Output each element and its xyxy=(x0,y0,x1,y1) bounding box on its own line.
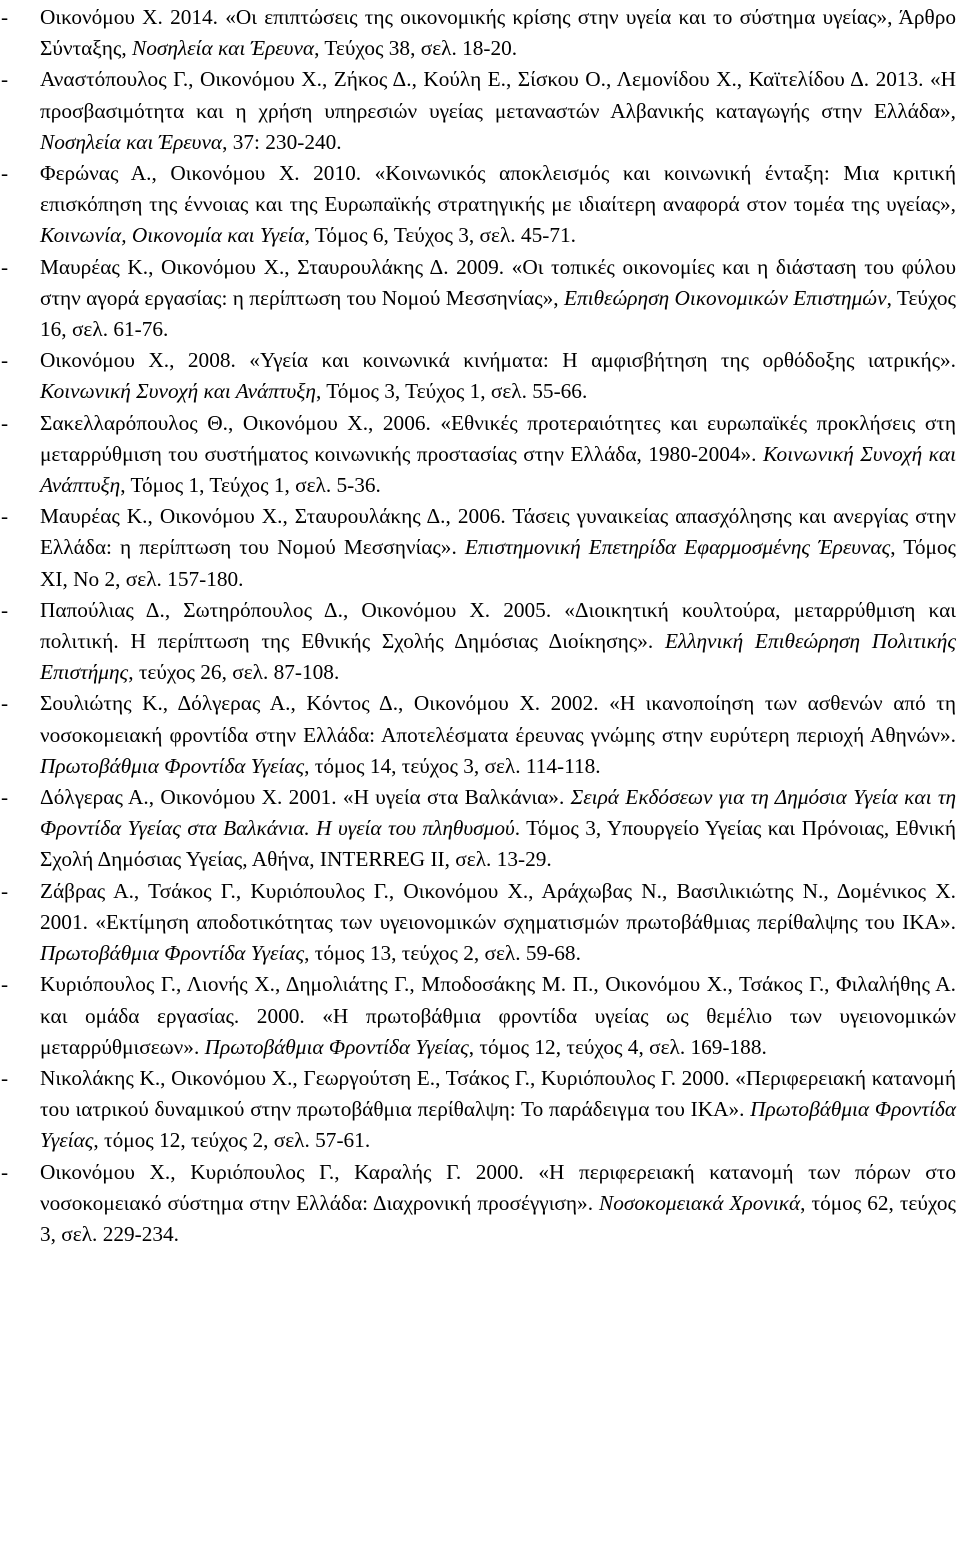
reference-item xyxy=(0,64,956,158)
reference-body: Φερώνας Α., Οικονόμου Χ. 2010. «Κοινωνικός αποκλεισμός και κοινωνική ένταξη: Μια κριτική επισκόπηση της έννοιας και της Ευρωπαϊκής στρατηγικής με ιδιαίτερη αναφορά στον τομέα της υγείας», xyxy=(40,161,956,217)
list-bullet: - xyxy=(1,597,9,622)
reference-body: Οικονόμου Χ. 2014. «Οι επιπτώσεις της οικονομικής κρίσης στην υγεία και το σύστημα υγείας», Άρθρο Σύνταξης, xyxy=(40,5,956,61)
reference-text xyxy=(40,501,956,595)
reference-text xyxy=(40,876,956,970)
reference-item xyxy=(0,1157,956,1251)
reference-item xyxy=(0,501,956,595)
reference-body: Ζάβρας Α., Τσάκος Γ., Κυριόπουλος Γ., Οικονόμου Χ., Αράχωβας Ν., Βασιλικιώτης Ν., Δομένικος Χ. 2001. «Εκτίμηση αποδοτικότητας των υγειονομικών σχηματισμών πρωτοβάθμιας περίθαλψης του ΙΚΑ». xyxy=(40,878,956,934)
reference-body: Μαυρέας Κ., Οικονόμου Χ., Σταυρουλάκης Δ. 2009. «Οι τοπικές οικονομίες και η διάσταση του φύλου στην αγορά εργασίας: η περίπτωση του Νομού Μεσσηνίας», xyxy=(40,254,956,310)
list-bullet: - xyxy=(1,161,9,186)
journal-title: Ελληνική Επιθεώρηση Πολιτικής Επιστήμης xyxy=(40,629,956,685)
list-bullet: - xyxy=(1,1065,9,1090)
reference-body: Παπούλιας Δ., Σωτηρόπουλος Δ., Οικονόμου Χ. 2005. «Διοικητική κουλτούρα, μεταρρύθμιση και πολιτική. Η περίπτωση της Εθνικής Σχολής Δημόσιας Διοίκησης». xyxy=(40,597,956,654)
reference-details: , τεύχος 26, σελ. 87-108. xyxy=(128,660,340,685)
list-bullet: - xyxy=(1,410,9,435)
reference-details: , Τόμος 1, Τεύχος 1, σελ. 5-36. xyxy=(120,473,381,498)
list-bullet: - xyxy=(1,254,9,279)
reference-item xyxy=(0,2,956,64)
reference-text xyxy=(40,252,956,346)
reference-body: Οικονόμου Χ., Κυριόπουλος Γ., Καραλής Γ. 2000. «Η περιφερειακή κατανομή των πόρων στο νοσοκομειακό σύστημα στην Ελλάδα: Διαχρονική προσέγγιση». xyxy=(40,1159,956,1215)
reference-text xyxy=(40,782,956,876)
reference-item xyxy=(0,158,956,252)
reference-text xyxy=(40,345,956,407)
reference-body: Μαυρέας Κ., Οικονόμου Χ., Σταυρουλάκης Δ., 2006. Τάσεις γυναικείας απασχόλησης και ανεργίας στην Ελλάδα: η περίπτωση του Νομού Μεσσηνίας». xyxy=(40,504,956,560)
reference-item xyxy=(0,969,956,1063)
reference-text xyxy=(40,158,956,252)
reference-body: Δόλγερας Α., Οικονόμου Χ. 2001. «Η υγεία στα Βαλκάνια». xyxy=(40,785,571,810)
reference-body: Σουλιώτης Κ., Δόλγερας Α., Κόντος Δ., Οικονόμου Χ. 2002. «Η ικανοποίηση των ασθενών από τη νοσοκομειακή φροντίδα στην Ελλάδα: Αποτελέσματα έρευνας γνώμης στην ευρύτερη περιοχή Αθηνών». xyxy=(40,691,956,747)
reference-item xyxy=(0,595,956,689)
reference-item xyxy=(0,408,956,502)
journal-title: Πρωτοβάθμια Φροντίδα Υγείας xyxy=(40,753,305,778)
journal-title: Πρωτοβάθμια Φροντίδα Υγείας xyxy=(40,941,305,966)
reference-item xyxy=(0,782,956,876)
reference-details: , τόμος 62, τεύχος 3, σελ. 229-234. xyxy=(40,1190,956,1246)
list-bullet: - xyxy=(1,67,9,92)
reference-item xyxy=(0,1063,956,1157)
reference-text xyxy=(40,408,956,502)
reference-details: . Τόμος 3, Υπουργείο Υγείας και Πρόνοιας, Εθνική Σχολή Δημόσιας Υγείας, Αθήνα, INTERREG II, σελ. 13-29. xyxy=(40,816,956,872)
reference-text xyxy=(40,64,956,158)
reference-text xyxy=(40,2,956,64)
journal-title: Επιστημονική Επετηρίδα Εφαρμοσμένης Έρευνας xyxy=(464,535,891,560)
list-bullet: - xyxy=(1,878,9,903)
list-bullet: - xyxy=(1,691,9,716)
journal-title: Κοινωνική Συνοχή και Ανάπτυξη xyxy=(40,379,316,404)
list-bullet: - xyxy=(1,1159,9,1184)
reference-item xyxy=(0,688,956,782)
reference-item xyxy=(0,345,956,407)
reference-body: Αναστόπουλος Γ., Οικονόμου Χ., Ζήκος Δ., Κούλη Ε., Σίσκου Ο., Λεμονίδου Χ., Καϊτελίδου Δ. 2013. «Η προσβασιμότητα και η χρήση υπηρεσιών υγείας μεταναστών Αλβανικής καταγωγής στην Ελλάδα», xyxy=(40,67,956,123)
journal-title: Πρωτοβάθμια Φροντίδα Υγείας xyxy=(204,1034,469,1059)
list-bullet: - xyxy=(1,348,9,373)
reference-details: , Τόμος 3, Τεύχος 1, σελ. 55-66. xyxy=(315,379,588,404)
reference-details: , Τεύχος 16, σελ. 61-76. xyxy=(40,285,956,342)
journal-title: Επιθεώρηση Οικονομικών Επιστημών xyxy=(564,285,887,310)
reference-text xyxy=(40,969,956,1063)
journal-title: Κοινωνική Συνοχή και Ανάπτυξη xyxy=(40,441,957,498)
reference-details: , Τόμος 6, Τεύχος 3, σελ. 45-71. xyxy=(304,223,576,248)
journal-title: Πρωτοβάθμια Φροντίδα Υγείας xyxy=(40,1097,957,1153)
reference-text xyxy=(40,1063,956,1157)
list-bullet: - xyxy=(1,785,9,810)
reference-body: Οικονόμου Χ., 2008. «Υγεία και κοινωνικά κινήματα: Η αμφισβήτηση της ορθόδοξης ιατρικής». xyxy=(40,348,956,373)
reference-details: , τόμος 13, τεύχος 2, σελ. 59-68. xyxy=(304,941,581,966)
series-title: Σειρά Εκδόσεων για τη Δημόσια Υγεία και τη Φροντίδα Υγείας στα Βαλκάνια. Η υγεία του πληθυσμού xyxy=(40,785,957,841)
reference-text xyxy=(40,595,956,689)
reference-item xyxy=(0,876,956,970)
reference-details: , τόμος 14, τεύχος 3, σελ. 114-118. xyxy=(304,753,601,778)
list-bullet: - xyxy=(1,972,9,997)
journal-title: Κοινωνία, Οικονομία και Υγεία xyxy=(40,223,305,248)
reference-details: , Τόμος XI, No 2, σελ. 157-180. xyxy=(40,535,956,591)
reference-item xyxy=(0,252,956,346)
reference-body: Νικολάκης Κ., Οικονόμου Χ., Γεωργούτση Ε., Τσάκος Γ., Κυριόπουλος Γ. 2000. «Περιφερειακή κατανομή του ιατρικού δυναμικού στην πρωτοβάθμια περίθαλψη: Το παράδειγμα του ΙΚΑ». xyxy=(40,1065,956,1122)
reference-details: , 37: 230-240. xyxy=(222,129,342,154)
reference-text xyxy=(40,1157,956,1251)
journal-title: Νοσηλεία και Έρευνα xyxy=(132,36,315,61)
journal-title: Νοσοκομειακά Χρονικά xyxy=(599,1190,801,1215)
reference-body: Σακελλαρόπουλος Θ., Οικονόμου Χ., 2006. «Εθνικές προτεραιότητες και ευρωπαϊκές προκλήσεις στη μεταρρύθμιση του συστήματος κοινωνικής προστασίας στην Ελλάδα, 1980-2004». xyxy=(40,410,956,466)
reference-body: Κυριόπουλος Γ., Λιονής Χ., Δημολιάτης Γ., Μποδοσάκης Μ. Π., Οικονόμου Χ., Τσάκος Γ., Φιλαλήθης Α. και ομάδα εργασίας. 2000. «Η πρωτοβάθμια φροντίδα υγείας ως θεμέλιο των υγειονομικών μεταρρύθμισεων». xyxy=(40,972,956,1059)
list-bullet: - xyxy=(1,5,9,29)
reference-details: , Τεύχος 38, σελ. 18-20. xyxy=(314,36,518,61)
reference-details: , τόμος 12, τεύχος 2, σελ. 57-61. xyxy=(93,1128,371,1153)
reference-text xyxy=(40,688,956,782)
list-bullet: - xyxy=(1,504,9,529)
reference-details: , τόμος 12, τεύχος 4, σελ. 169-188. xyxy=(468,1034,767,1059)
journal-title: Νοσηλεία και Έρευνα xyxy=(40,129,223,154)
